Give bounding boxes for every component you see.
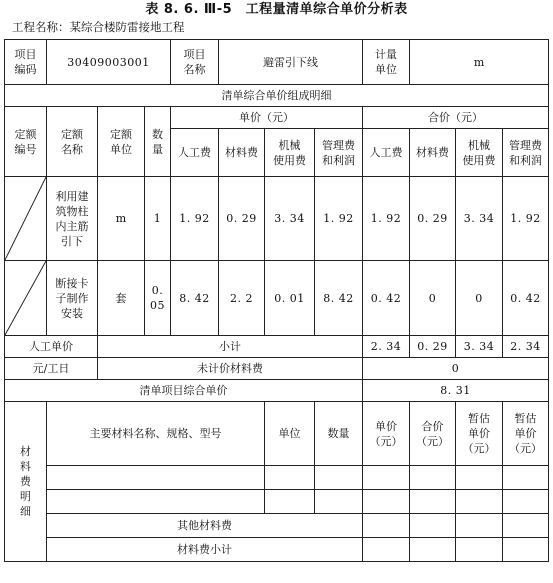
unpriced-material-value: 0 — [363, 358, 549, 380]
table-row — [5, 177, 549, 261]
subtotal-mgmt: 2. 34 — [503, 336, 549, 358]
composite-price-label: 清单项目综合单价 — [5, 380, 363, 402]
total-labor: 0. 42 — [363, 261, 410, 336]
total-material: 0. 29 — [410, 177, 456, 261]
col-quota-name: 定额 名称 — [47, 107, 98, 177]
subtotal-machine: 3. 34 — [456, 336, 503, 358]
unit-mgmt: 8. 42 — [315, 261, 363, 336]
material-details-side-label: 材 料 费 明 细 — [5, 402, 47, 562]
unit-machine: 0. 01 — [265, 261, 315, 336]
col-quota-code: 定额 编号 — [5, 107, 47, 177]
material-row — [5, 490, 549, 514]
item-code-label: 项目 编码 — [5, 40, 47, 85]
unit-price-analysis-table — [4, 39, 549, 562]
labor-unit-price-label: 人工单价 — [5, 336, 98, 358]
quota-code-empty — [5, 177, 47, 261]
material-subtotal-label: 材料费小计 — [47, 538, 363, 562]
col-unit-mgmt: 管理费 和利润 — [315, 129, 363, 177]
unit-labor: 8. 42 — [171, 261, 219, 336]
subtotal-label: 小计 — [98, 336, 363, 358]
total-labor: 1. 92 — [363, 177, 410, 261]
other-material-row — [5, 514, 549, 538]
unit-material: 0. 29 — [219, 177, 265, 261]
table-row — [5, 261, 549, 336]
col-total-price: 合价（元） — [363, 107, 549, 129]
header-row — [5, 40, 549, 85]
table-title: 表 8. 6. Ⅲ-5 工程量清单综合单价分析表 — [145, 2, 408, 17]
col-unit-labor: 人工费 — [171, 129, 219, 177]
subtotal-row — [5, 336, 549, 358]
composite-price-row — [5, 380, 549, 402]
item-name-label: 项目 名称 — [171, 40, 219, 85]
material-unit-price-label: 单价 （元） — [363, 402, 410, 466]
composition-title: 清单综合单价组成明细 — [5, 85, 549, 107]
col-unit-price: 单价（元） — [171, 107, 363, 129]
quota-name: 断接卡 子制作 安装 — [47, 261, 98, 336]
total-mgmt: 1. 92 — [503, 177, 549, 261]
subtotal-material: 0. 29 — [410, 336, 456, 358]
material-row — [5, 466, 549, 490]
quantity: 0. 05 — [145, 261, 171, 336]
material-header-row — [5, 402, 549, 466]
material-qty-label: 数量 — [315, 402, 363, 466]
col-total-mgmt: 管理费 和利润 — [503, 129, 549, 177]
unit-mgmt: 1. 92 — [315, 177, 363, 261]
col-quantity: 数 量 — [145, 107, 171, 177]
unit-labor: 1. 92 — [171, 177, 219, 261]
material-total-price-label: 合价 （元） — [410, 402, 456, 466]
unit-value: m — [410, 40, 549, 85]
material-est-unit-price-label: 暂估 单价 （元） — [456, 402, 503, 466]
col-total-labor: 人工费 — [363, 129, 410, 177]
quantity: 1 — [145, 177, 171, 261]
total-machine: 0 — [456, 261, 503, 336]
unit-machine: 3. 34 — [265, 177, 315, 261]
composite-price-value: 8. 31 — [363, 380, 549, 402]
other-material-label: 其他材料费 — [47, 514, 363, 538]
project-name: 工程名称：某综合楼防雷接地工程 — [12, 20, 185, 34]
material-name-spec-label: 主要材料名称、规格、型号 — [47, 402, 265, 466]
quota-code-empty — [5, 261, 47, 336]
col-total-machine: 机械 使用费 — [456, 129, 503, 177]
unpriced-material-row — [5, 358, 549, 380]
unit-label: 计量 单位 — [363, 40, 410, 85]
quota-name: 利用建 筑物柱 内主筋 引下 — [47, 177, 98, 261]
total-material: 0 — [410, 261, 456, 336]
col-quota-unit: 定额 单位 — [98, 107, 145, 177]
material-unit-label: 单位 — [265, 402, 315, 466]
item-code-value: 30409003001 — [47, 40, 171, 85]
item-name-value: 避雷引下线 — [219, 40, 363, 85]
quota-unit: 套 — [98, 261, 145, 336]
total-machine: 3. 34 — [456, 177, 503, 261]
material-est-total-price-label: 暂估 单价 （元） — [503, 402, 549, 466]
yuan-per-workday: 元/工日 — [5, 358, 98, 380]
col-unit-material: 材料费 — [219, 129, 265, 177]
subtotal-labor: 2. 34 — [363, 336, 410, 358]
quota-unit: m — [98, 177, 145, 261]
unit-material: 2. 2 — [219, 261, 265, 336]
unpriced-material-label: 未计价材料费 — [98, 358, 363, 380]
col-total-material: 材料费 — [410, 129, 456, 177]
total-mgmt: 0. 42 — [503, 261, 549, 336]
material-subtotal-row — [5, 538, 549, 562]
col-unit-machine: 机械 使用费 — [265, 129, 315, 177]
